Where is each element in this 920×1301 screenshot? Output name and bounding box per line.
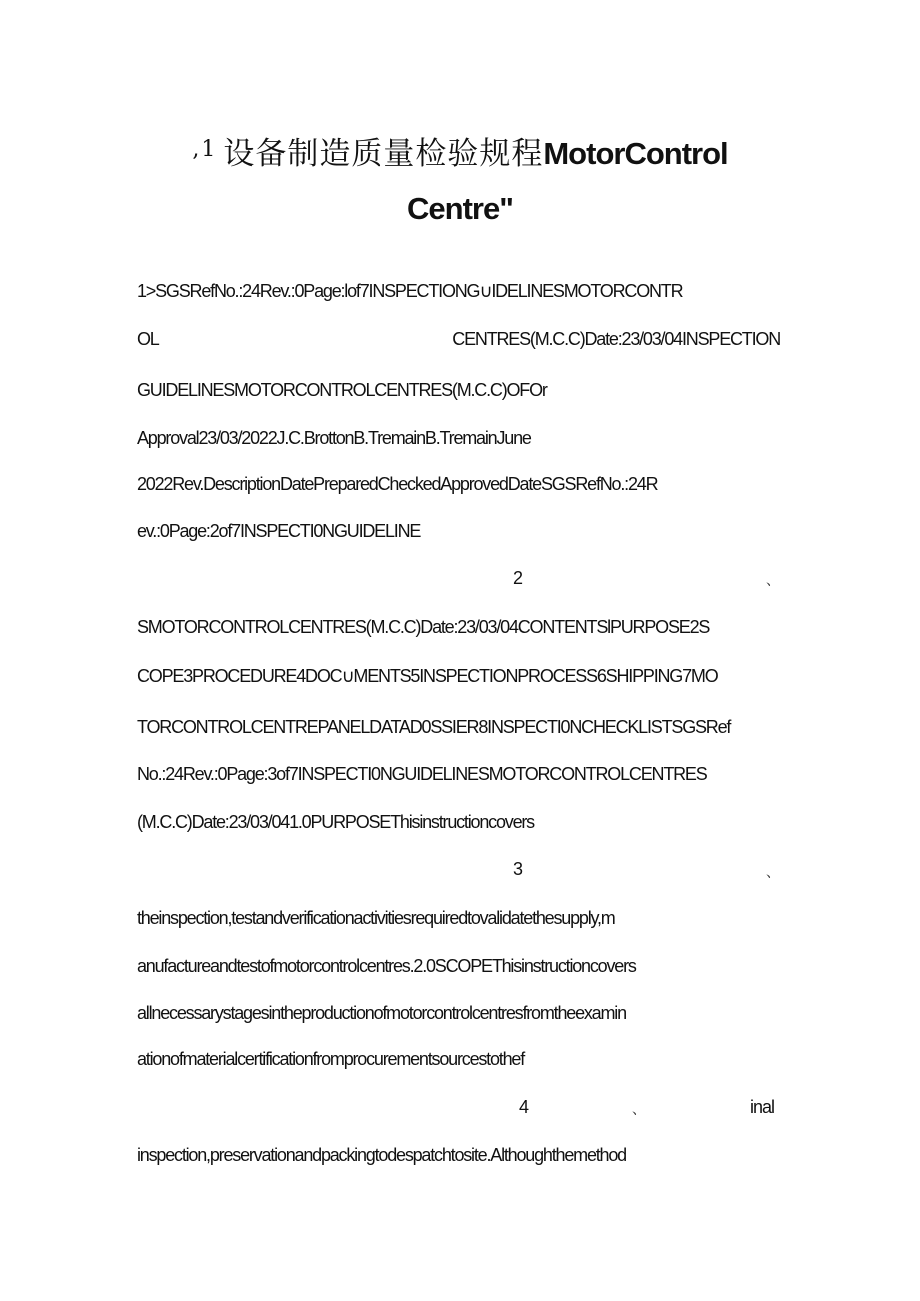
page-separator-4: 、: [632, 1101, 646, 1117]
text-line-15: ationofmaterialcertificationfromprocurementsourcestothef: [137, 1049, 525, 1069]
page-number-3: 3: [513, 859, 524, 879]
text-line-10: No.:24Rev.:0Page:3of7INSPECTI0NGUIDELINESMOTORCONTROLCENTRES: [137, 764, 707, 784]
text-line-2-right: CENTRES(M.C.C)Date:23/03/04INSPECTION: [452, 329, 780, 349]
text-line-16: inspection,preservationandpackingtodespatchtosite.Althoughthemethod: [137, 1145, 626, 1165]
text-line-11: (M.C.C)Date:23/03/041.0PURPOSEThisinstructioncovers: [137, 812, 534, 832]
page-separator-2: 、: [766, 572, 780, 588]
text-line-3: GUIDELINESMOTORCONTROLCENTRES(M.C.C)OFOr: [137, 380, 547, 400]
title-mark: ,1: [192, 137, 218, 162]
page-number-2: 2: [513, 568, 524, 588]
text-line-1: 1>SGSRefNo.:24Rev.:0Page:lof7INSPECTIONG∪IDELINESMOTORCONTR: [137, 281, 683, 301]
page-number-4: 4: [519, 1097, 530, 1117]
text-line-4: Approval23/03/2022J.C.BrottonB.TremainB.TremainJune: [137, 428, 531, 448]
text-line-8: COPE3PROCEDURE4DOC∪MENTS5INSPECTIONPROCESS6SHIPPING7MO: [137, 666, 718, 686]
text-fragment-inal: inal: [750, 1097, 775, 1117]
text-line-7: SMOTORCONTROLCENTRES(M.C.C)Date:23/03/04CONTENTSlPURPOSE2S: [137, 617, 710, 637]
document-title: [0, 128, 920, 176]
text-line-6: ev.:0Page:2of7INSPECTI0NGUIDELINE: [137, 521, 421, 541]
page-separator-3: 、: [766, 864, 780, 880]
title-chinese: 设备制造质量检验规程: [223, 136, 544, 172]
text-line-2-left: OL: [137, 329, 159, 349]
title-english-part2: Centre": [407, 191, 513, 226]
text-line-5: 2022Rev.DescriptionDatePreparedCheckedApprovedDateSGSRefNo.:24R: [137, 474, 658, 494]
text-line-12: theinspection,testandverificationactivitiesrequiredtovalidatethesupply,m: [137, 908, 615, 928]
text-line-14: allnecessarystagesintheproductionofmotorcontrolcentresfromtheexamin: [137, 1003, 626, 1023]
title-english-part1: MotorControl: [543, 136, 728, 171]
text-line-13: anufactureandtestofmotorcontrolcentres.2.0SCOPEThisinstructioncovers: [137, 956, 636, 976]
text-line-9: TORCONTROLCENTREPANELDATAD0SSIER8INSPECTI0NCHECKLISTSGSRef: [137, 717, 731, 737]
